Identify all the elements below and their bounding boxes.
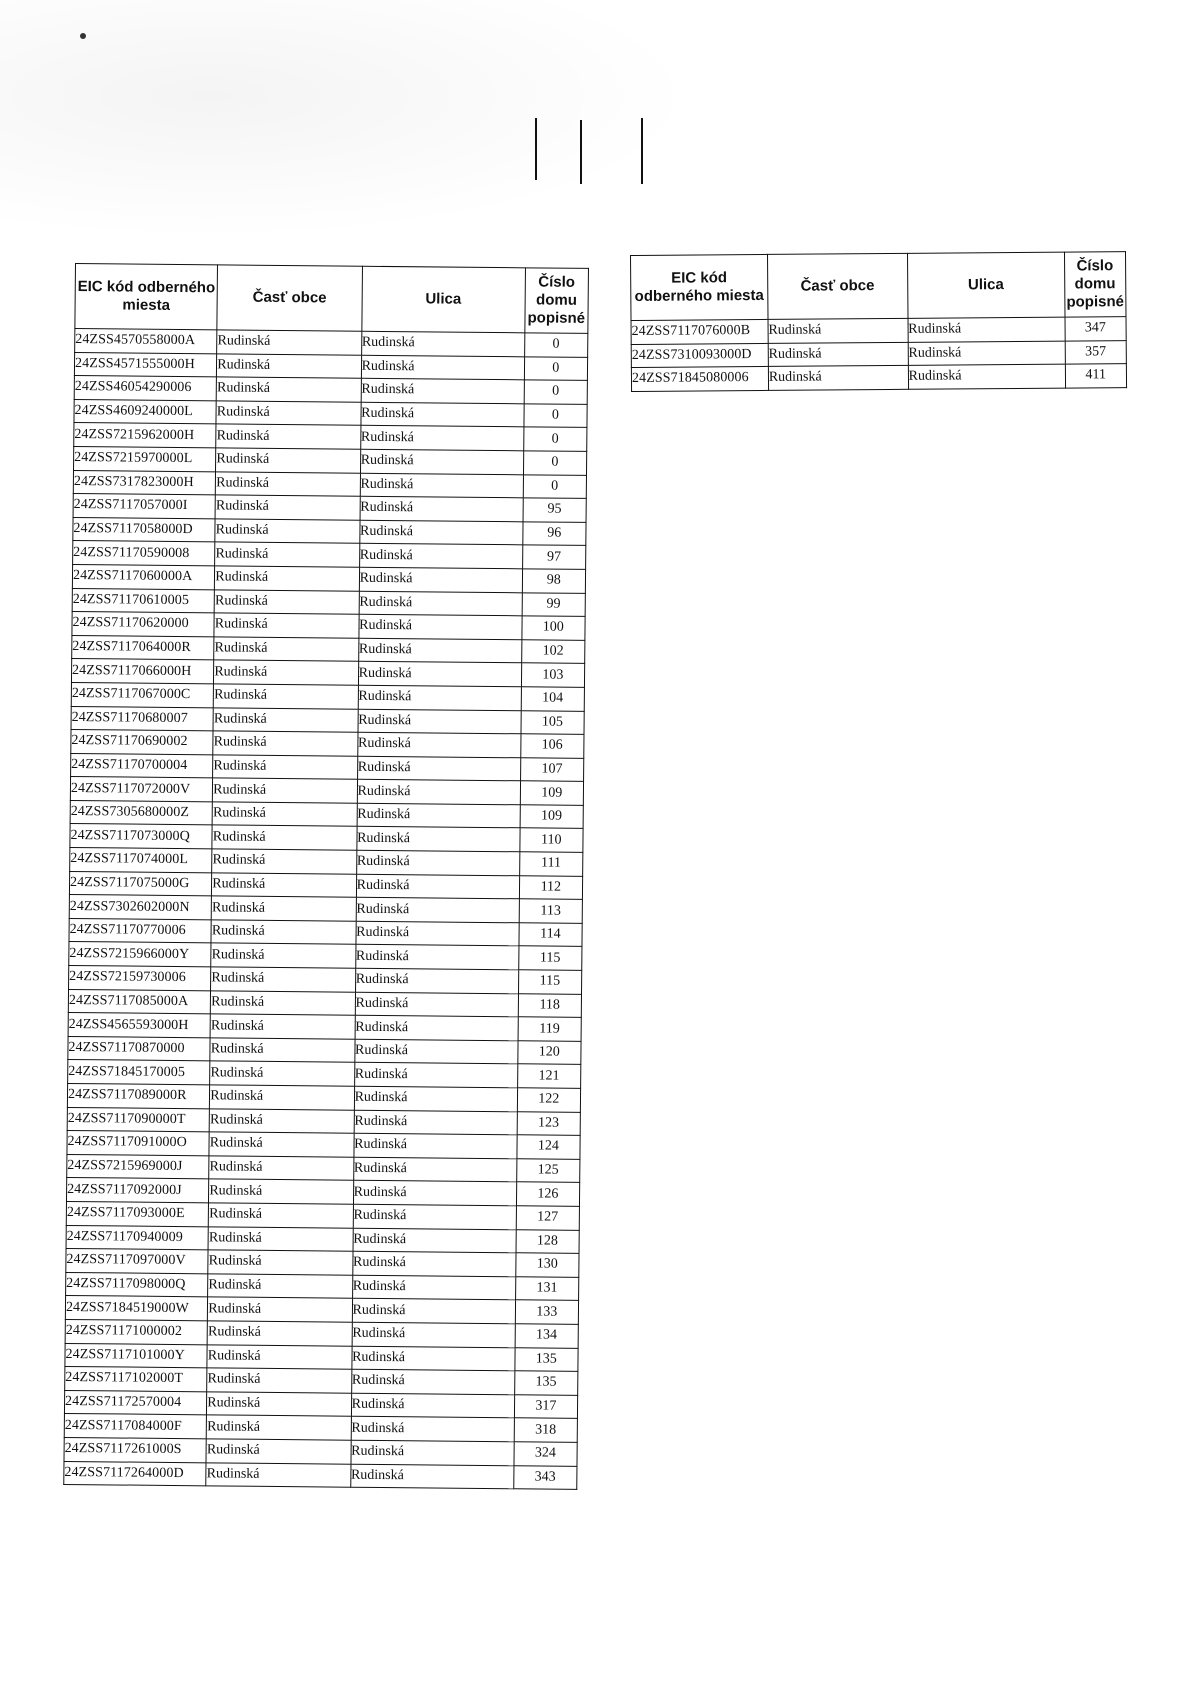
street-cell: Rudinská xyxy=(359,520,522,545)
number-cell: 135 xyxy=(514,1371,578,1395)
part-cell: Rudinská xyxy=(215,519,360,544)
number-cell: 135 xyxy=(515,1347,579,1371)
header-street: Ulica xyxy=(361,266,525,333)
number-cell: 115 xyxy=(518,946,582,970)
eic-cell: 24ZSS71845170005 xyxy=(68,1060,210,1085)
eic-cell: 24ZSS7117058000D xyxy=(73,517,215,542)
part-cell: Rudinská xyxy=(211,967,356,992)
header-number: Číslo domu popisné xyxy=(524,268,588,334)
part-cell: Rudinská xyxy=(206,1462,351,1487)
eic-cell: 24ZSS71170700004 xyxy=(71,753,213,778)
number-cell: 107 xyxy=(520,757,584,781)
part-cell: Rudinská xyxy=(209,1179,354,1204)
number-cell: 324 xyxy=(514,1442,578,1466)
part-cell: Rudinská xyxy=(210,1061,355,1086)
part-cell: Rudinská xyxy=(208,1226,353,1251)
eic-cell: 24ZSS7302602000N xyxy=(69,895,211,920)
scan-speck xyxy=(80,33,86,39)
eic-cell: 24ZSS7117067000C xyxy=(71,682,213,707)
number-cell: 0 xyxy=(523,451,587,475)
street-cell: Rudinská xyxy=(360,496,523,521)
part-cell: Rudinská xyxy=(216,471,361,496)
number-cell: 113 xyxy=(519,899,583,923)
street-cell: Rudinská xyxy=(356,827,519,852)
street-cell: Rudinská xyxy=(361,331,524,356)
eic-cell: 24ZSS7215969000J xyxy=(67,1154,209,1179)
number-cell: 133 xyxy=(515,1300,579,1324)
eic-cell: 24ZSS7117066000H xyxy=(71,659,213,684)
part-cell: Rudinská xyxy=(768,366,908,391)
street-cell: Rudinská xyxy=(356,850,519,875)
street-cell: Rudinská xyxy=(357,732,520,757)
part-cell: Rudinská xyxy=(213,731,358,756)
vertical-mark xyxy=(535,118,537,180)
eic-cell: 24ZSS71170940009 xyxy=(66,1225,208,1250)
number-cell: 99 xyxy=(522,592,586,616)
number-cell: 106 xyxy=(520,734,584,758)
number-cell: 103 xyxy=(521,663,585,687)
eic-cell: 24ZSS7317823000H xyxy=(73,470,215,495)
eic-cell: 24ZSS7117093000E xyxy=(66,1201,208,1226)
number-cell: 318 xyxy=(514,1418,578,1442)
street-cell: Rudinská xyxy=(354,1039,517,1064)
eic-cell: 24ZSS71170610005 xyxy=(72,588,214,613)
part-cell: Rudinská xyxy=(206,1439,351,1464)
part-cell: Rudinská xyxy=(209,1132,354,1157)
street-cell: Rudinská xyxy=(358,709,521,734)
eic-cell: 24ZSS7117264000D xyxy=(64,1461,206,1486)
part-cell: Rudinská xyxy=(207,1368,352,1393)
part-cell: Rudinská xyxy=(209,1108,354,1133)
eic-cell: 24ZSS7117090000T xyxy=(67,1107,209,1132)
number-cell: 0 xyxy=(523,474,587,498)
eic-cell: 24ZSS7310093000D xyxy=(631,343,768,368)
number-cell: 119 xyxy=(518,1017,582,1041)
number-cell: 110 xyxy=(520,828,584,852)
street-cell: Rudinská xyxy=(355,945,518,970)
eic-cell: 24ZSS7117084000F xyxy=(64,1414,206,1439)
eic-cell: 24ZSS71170690002 xyxy=(71,730,213,755)
street-cell: Rudinská xyxy=(355,992,518,1017)
number-cell: 120 xyxy=(517,1041,581,1065)
table-row xyxy=(631,364,1126,391)
part-cell: Rudinská xyxy=(213,755,358,780)
eic-cell: 24ZSS7117060000A xyxy=(72,564,214,589)
street-cell: Rudinská xyxy=(360,449,523,474)
part-cell: Rudinská xyxy=(212,872,357,897)
eic-cell: 24ZSS7305680000Z xyxy=(70,800,212,825)
eic-cell: 24ZSS72159730006 xyxy=(69,966,211,991)
part-cell: Rudinská xyxy=(214,637,359,662)
number-cell: 121 xyxy=(517,1064,581,1088)
number-cell: 347 xyxy=(1065,317,1127,341)
number-cell: 123 xyxy=(517,1111,581,1135)
part-cell: Rudinská xyxy=(210,1038,355,1063)
vertical-mark xyxy=(580,120,582,184)
street-cell: Rudinská xyxy=(357,756,520,781)
part-cell: Rudinská xyxy=(211,990,356,1015)
number-cell: 124 xyxy=(517,1135,581,1159)
number-cell: 127 xyxy=(516,1206,580,1230)
eic-cell: 24ZSS7117261000S xyxy=(64,1437,206,1462)
eic-cell: 24ZSS7117064000R xyxy=(72,635,214,660)
street-cell: Rudinská xyxy=(359,591,522,616)
number-cell: 104 xyxy=(521,687,585,711)
street-cell: Rudinská xyxy=(355,968,518,993)
street-cell: Rudinská xyxy=(354,1086,517,1111)
number-cell: 128 xyxy=(516,1229,580,1253)
street-cell: Rudinská xyxy=(360,426,523,451)
number-cell: 131 xyxy=(515,1277,579,1301)
number-cell: 122 xyxy=(517,1088,581,1112)
header-eic: EIC kód odberného miesta xyxy=(75,264,218,330)
part-cell: Rudinská xyxy=(208,1274,353,1299)
number-cell: 100 xyxy=(522,616,586,640)
street-cell: Rudinská xyxy=(351,1440,514,1465)
part-cell: Rudinská xyxy=(210,1014,355,1039)
part-cell: Rudinská xyxy=(211,943,356,968)
part-cell: Rudinská xyxy=(214,660,359,685)
eic-cell: 24ZSS71170620000 xyxy=(72,612,214,637)
eic-cell: 24ZSS71170680007 xyxy=(71,706,213,731)
number-cell: 134 xyxy=(515,1324,579,1348)
eic-cell: 24ZSS7117101000Y xyxy=(65,1343,207,1368)
table-body xyxy=(64,329,588,1490)
eic-table-left xyxy=(63,263,589,1490)
street-cell: Rudinská xyxy=(908,341,1065,366)
number-cell: 125 xyxy=(516,1159,580,1183)
number-cell: 0 xyxy=(524,404,588,428)
part-cell: Rudinská xyxy=(209,1203,354,1228)
eic-cell: 24ZSS4570558000A xyxy=(75,329,217,354)
street-cell: Rudinská xyxy=(350,1464,513,1489)
eic-cell: 24ZSS7117074000L xyxy=(70,848,212,873)
part-cell: Rudinská xyxy=(207,1392,352,1417)
header-eic: EIC kód odberného miesta xyxy=(631,254,768,320)
part-cell: Rudinská xyxy=(213,707,358,732)
part-cell: Rudinská xyxy=(768,318,908,343)
number-cell: 112 xyxy=(519,875,583,899)
street-cell: Rudinská xyxy=(356,874,519,899)
street-cell: Rudinská xyxy=(352,1299,515,1324)
number-cell: 115 xyxy=(518,970,582,994)
street-cell: Rudinská xyxy=(352,1322,515,1347)
number-cell: 411 xyxy=(1065,364,1127,388)
part-cell: Rudinská xyxy=(214,613,359,638)
part-cell: Rudinská xyxy=(216,448,361,473)
table-header-row xyxy=(75,264,589,334)
part-cell: Rudinská xyxy=(215,495,360,520)
part-cell: Rudinská xyxy=(216,377,361,402)
street-cell: Rudinská xyxy=(355,1015,518,1040)
part-cell: Rudinská xyxy=(215,542,360,567)
part-cell: Rudinská xyxy=(216,401,361,426)
part-cell: Rudinská xyxy=(206,1415,351,1440)
street-cell: Rudinská xyxy=(357,803,520,828)
street-cell: Rudinská xyxy=(351,1369,514,1394)
header-part: Časť obce xyxy=(767,253,907,319)
number-cell: 114 xyxy=(519,923,583,947)
street-cell: Rudinská xyxy=(353,1181,516,1206)
eic-cell: 24ZSS7117057000I xyxy=(73,494,215,519)
street-cell: Rudinská xyxy=(351,1417,514,1442)
part-cell: Rudinská xyxy=(207,1321,352,1346)
street-cell: Rudinská xyxy=(358,685,521,710)
eic-cell: 24ZSS71170590008 xyxy=(73,541,215,566)
number-cell: 97 xyxy=(522,545,586,569)
street-cell: Rudinská xyxy=(352,1346,515,1371)
header-part: Časť obce xyxy=(217,265,362,331)
eic-cell: 24ZSS7117092000J xyxy=(66,1178,208,1203)
number-cell: 357 xyxy=(1065,340,1127,364)
number-cell: 109 xyxy=(520,805,584,829)
street-cell: Rudinská xyxy=(358,662,521,687)
street-cell: Rudinská xyxy=(361,402,524,427)
header-street: Ulica xyxy=(907,252,1064,318)
street-cell: Rudinská xyxy=(361,355,524,380)
eic-cell: 24ZSS7117075000G xyxy=(69,871,211,896)
eic-cell: 24ZSS7117098000Q xyxy=(66,1272,208,1297)
number-cell: 126 xyxy=(516,1182,580,1206)
street-cell: Rudinská xyxy=(908,364,1065,389)
street-cell: Rudinská xyxy=(352,1251,515,1276)
eic-cell: 24ZSS71170770006 xyxy=(69,918,211,943)
street-cell: Rudinská xyxy=(354,1110,517,1135)
eic-cell: 24ZSS7117089000R xyxy=(67,1083,209,1108)
part-cell: Rudinská xyxy=(768,342,908,367)
eic-cell: 24ZSS7117097000V xyxy=(66,1249,208,1274)
street-cell: Rudinská xyxy=(352,1275,515,1300)
number-cell: 317 xyxy=(514,1394,578,1418)
part-cell: Rudinská xyxy=(214,684,359,709)
number-cell: 0 xyxy=(523,427,587,451)
part-cell: Rudinská xyxy=(214,589,359,614)
part-cell: Rudinská xyxy=(211,920,356,945)
street-cell: Rudinská xyxy=(359,614,522,639)
street-cell: Rudinská xyxy=(356,921,519,946)
eic-cell: 24ZSS46054290006 xyxy=(74,376,216,401)
number-cell: 0 xyxy=(524,333,588,357)
eic-cell: 24ZSS7117085000A xyxy=(68,989,210,1014)
number-cell: 343 xyxy=(513,1465,577,1489)
eic-cell: 24ZSS7117072000V xyxy=(70,777,212,802)
part-cell: Rudinská xyxy=(212,802,357,827)
street-cell: Rudinská xyxy=(351,1393,514,1418)
number-cell: 105 xyxy=(521,710,585,734)
street-cell: Rudinská xyxy=(354,1063,517,1088)
part-cell: Rudinská xyxy=(213,778,358,803)
part-cell: Rudinská xyxy=(215,566,360,591)
part-cell: Rudinská xyxy=(211,896,356,921)
number-cell: 96 xyxy=(522,522,586,546)
street-cell: Rudinská xyxy=(908,317,1065,342)
part-cell: Rudinská xyxy=(217,330,362,355)
part-cell: Rudinská xyxy=(208,1297,353,1322)
scan-shading xyxy=(0,0,700,240)
eic-cell: 24ZSS71172570004 xyxy=(64,1390,206,1415)
street-cell: Rudinská xyxy=(354,1133,517,1158)
table-header-row xyxy=(631,252,1126,321)
eic-cell: 24ZSS7215962000H xyxy=(74,423,216,448)
eic-cell: 24ZSS71171000002 xyxy=(65,1319,207,1344)
number-cell: 98 xyxy=(522,569,586,593)
part-cell: Rudinská xyxy=(210,1085,355,1110)
eic-table-right xyxy=(630,251,1127,392)
eic-cell: 24ZSS4565593000H xyxy=(68,1013,210,1038)
vertical-mark xyxy=(641,118,643,184)
part-cell: Rudinská xyxy=(209,1156,354,1181)
part-cell: Rudinská xyxy=(216,424,361,449)
eic-cell: 24ZSS7117102000T xyxy=(65,1367,207,1392)
eic-cell: 24ZSS7215970000L xyxy=(74,446,216,471)
number-cell: 95 xyxy=(523,498,587,522)
number-cell: 102 xyxy=(521,640,585,664)
header-number: Číslo domu popisné xyxy=(1064,252,1126,317)
table-body xyxy=(631,317,1127,392)
street-cell: Rudinská xyxy=(359,544,522,569)
eic-cell: 24ZSS4571555000H xyxy=(74,352,216,377)
part-cell: Rudinská xyxy=(212,849,357,874)
part-cell: Rudinská xyxy=(208,1250,353,1275)
number-cell: 130 xyxy=(515,1253,579,1277)
number-cell: 0 xyxy=(524,356,588,380)
eic-cell: 24ZSS7184519000W xyxy=(65,1296,207,1321)
street-cell: Rudinská xyxy=(357,780,520,805)
street-cell: Rudinská xyxy=(361,378,524,403)
eic-cell: 24ZSS71170870000 xyxy=(68,1036,210,1061)
part-cell: Rudinská xyxy=(212,825,357,850)
street-cell: Rudinská xyxy=(359,567,522,592)
number-cell: 109 xyxy=(520,781,584,805)
street-cell: Rudinská xyxy=(360,473,523,498)
street-cell: Rudinská xyxy=(353,1157,516,1182)
street-cell: Rudinská xyxy=(353,1204,516,1229)
eic-cell: 24ZSS7117091000O xyxy=(67,1131,209,1156)
number-cell: 0 xyxy=(524,380,588,404)
street-cell: Rudinská xyxy=(358,638,521,663)
eic-cell: 24ZSS7215966000Y xyxy=(69,942,211,967)
number-cell: 111 xyxy=(519,852,583,876)
eic-cell: 24ZSS7117076000B xyxy=(631,319,768,344)
street-cell: Rudinská xyxy=(356,897,519,922)
eic-cell: 24ZSS4609240000L xyxy=(74,399,216,424)
table-row xyxy=(64,1461,577,1490)
part-cell: Rudinská xyxy=(217,353,362,378)
eic-cell: 24ZSS7117073000Q xyxy=(70,824,212,849)
street-cell: Rudinská xyxy=(353,1228,516,1253)
eic-cell: 24ZSS71845080006 xyxy=(631,367,768,392)
part-cell: Rudinská xyxy=(207,1344,352,1369)
number-cell: 118 xyxy=(518,993,582,1017)
